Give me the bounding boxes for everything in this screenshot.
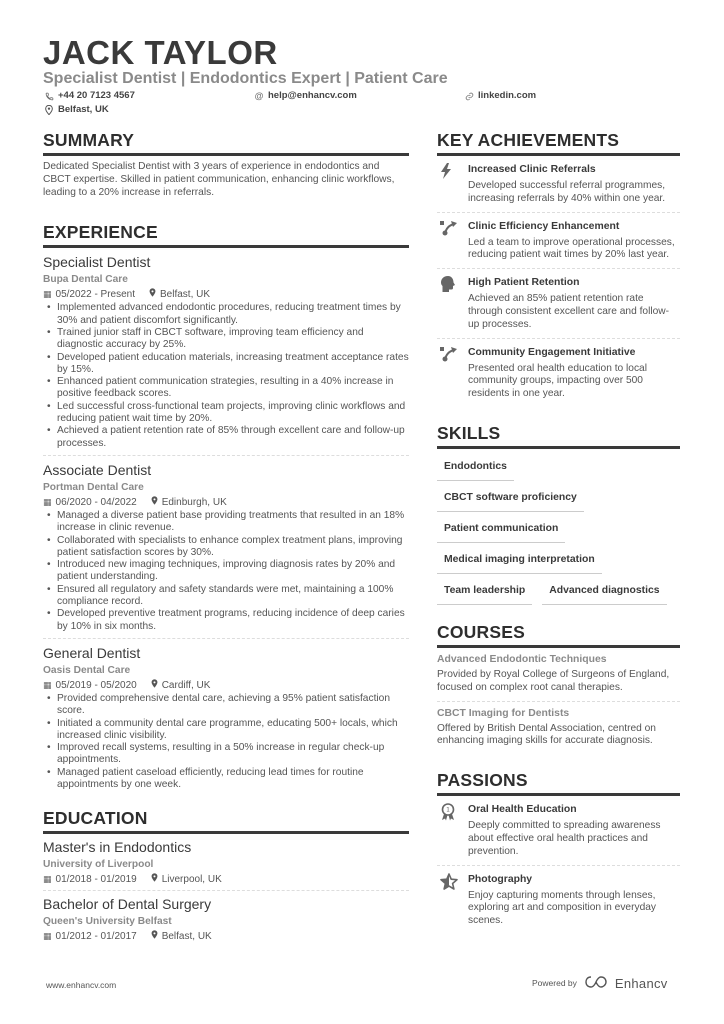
skill-tag: Medical imaging interpretation bbox=[437, 546, 602, 574]
education-location: Belfast, UK bbox=[161, 931, 212, 943]
education-heading: EDUCATION bbox=[43, 808, 409, 834]
candidate-headline: Specialist Dentist | Endodontics Expert | Patient Care bbox=[43, 70, 448, 87]
map-pin-icon bbox=[151, 873, 158, 886]
job-dates: 05/2022 - Present bbox=[55, 289, 136, 301]
bullet-item: • Initiated a community dental care programme, educating 500+ locals, which increased clinic visibility. bbox=[43, 718, 409, 743]
achievements-section bbox=[437, 130, 680, 407]
job-entry bbox=[43, 248, 409, 456]
passion-desc: Deeply committed to spreading awareness about effective oral health practices and prevention. bbox=[468, 820, 661, 857]
job-entry bbox=[43, 639, 409, 796]
skill-tag: Patient communication bbox=[437, 515, 565, 543]
degree-title: Bachelor of Dental Surgery bbox=[43, 896, 212, 913]
education-location: Liverpool, UK bbox=[161, 874, 222, 886]
skill-tag: CBCT software proficiency bbox=[437, 484, 584, 512]
skills-list bbox=[437, 449, 680, 608]
courses-heading: COURSES bbox=[437, 622, 680, 648]
phone-icon bbox=[44, 92, 54, 101]
course-item bbox=[437, 648, 680, 702]
bullet-item: • Achieved a patient retention rate of 85% through excellent care and follow-up processes. bbox=[43, 425, 409, 450]
achievement-desc: Led a team to improve operational processes, reducing patient wait times by 20% last year. bbox=[468, 236, 675, 261]
achievement-desc: Presented oral health education to local community groups, impacting over 500 residents in one year. bbox=[468, 362, 647, 400]
job-title: Associate Dentist bbox=[43, 461, 152, 478]
calendar-icon: ▦ bbox=[43, 289, 52, 300]
bullet-item: • Managed patient caseload efficiently, reducing lead times for routine appointments by one week. bbox=[43, 767, 409, 792]
right-column bbox=[437, 130, 680, 934]
job-meta bbox=[43, 679, 409, 692]
award-ribbon-icon bbox=[437, 803, 468, 858]
job-location: Edinburgh, UK bbox=[161, 496, 227, 508]
passions-heading: PASSIONS bbox=[437, 770, 680, 796]
bullet-item: • Ensured all regulatory and safety standards were met, maintaining a 100% compliance record. bbox=[43, 584, 409, 609]
achievement-item bbox=[437, 213, 680, 270]
phone-text[interactable]: +44 20 7123 4567 bbox=[58, 90, 135, 101]
experience-section bbox=[43, 222, 409, 796]
achievement-item bbox=[437, 269, 680, 338]
education-meta bbox=[43, 930, 409, 943]
skills-heading: SKILLS bbox=[437, 423, 680, 449]
achievement-title: High Patient Retention bbox=[468, 277, 580, 289]
powered-by-label: Powered by bbox=[532, 978, 577, 988]
map-pin-icon bbox=[149, 288, 156, 301]
passion-item bbox=[437, 796, 680, 865]
education-meta bbox=[43, 873, 409, 886]
map-pin-icon bbox=[151, 496, 158, 509]
bullet-item: • Collaborated with specialists to enhance complex treatment plans, improving patient satisfaction scores by 30%. bbox=[43, 535, 409, 560]
bullet-item: • Developed patient education materials, increasing treatment acceptance rates by 15%. bbox=[43, 352, 409, 377]
course-desc: Offered by British Dental Association, centred on enhancing imaging skills for accurate diagnosis. bbox=[437, 722, 656, 747]
left-column bbox=[43, 130, 409, 947]
education-entry bbox=[43, 891, 409, 947]
contact-phone bbox=[44, 90, 135, 102]
job-title: General Dentist bbox=[43, 644, 141, 661]
achievement-item bbox=[437, 156, 680, 213]
courses-section bbox=[437, 622, 680, 754]
passion-title: Oral Health Education bbox=[468, 804, 577, 816]
route-arrow-icon bbox=[437, 346, 468, 401]
footer-website[interactable]: www.enhancv.com bbox=[46, 980, 117, 990]
map-pin-icon bbox=[151, 679, 158, 692]
company-name: Bupa Dental Care bbox=[43, 274, 128, 286]
bullet-item: • Developed preventive treatment programs, reducing incidence of deep caries by 10% in six months. bbox=[43, 608, 409, 633]
contact-email bbox=[254, 90, 357, 102]
skill-tag: Advanced diagnostics bbox=[542, 577, 666, 605]
passion-desc: Enjoy capturing moments through lenses, exploring art and composition in everyday scenes. bbox=[468, 889, 657, 927]
map-pin-icon bbox=[151, 930, 158, 943]
bullet-item: • Trained junior staff in CBCT software, improving team efficiency and diagnostic accuracy by 25%. bbox=[43, 327, 409, 352]
map-pin-icon bbox=[44, 105, 54, 115]
link-icon bbox=[464, 92, 474, 101]
job-bullets bbox=[43, 302, 409, 450]
achievement-title: Clinic Efficiency Enhancement bbox=[468, 220, 620, 232]
company-name: Oasis Dental Care bbox=[43, 664, 131, 676]
achievement-desc: Achieved an 85% patient retention rate through consistent excellent care and follow-up processes. bbox=[468, 293, 670, 330]
bullet-item: • Enhanced patient communication strategies, resulting in a 40% increase in positive feedback scores. bbox=[43, 376, 409, 401]
route-arrow-icon bbox=[437, 220, 468, 263]
candidate-name: JACK TAYLOR bbox=[43, 34, 278, 71]
job-entry bbox=[43, 456, 409, 639]
linkedin-link[interactable]: linkedin.com bbox=[478, 90, 537, 101]
contact-location bbox=[44, 104, 109, 116]
company-name: Portman Dental Care bbox=[43, 481, 144, 493]
experience-heading: EXPERIENCE bbox=[43, 222, 409, 248]
summary-text: Dedicated Specialist Dentist with 3 years of experience in endodontics and CBCT expertise. Skilled in patient communication, enhancing clinic workflows, leading to a 20% increase in referrals. bbox=[43, 161, 395, 198]
job-bullets bbox=[43, 510, 409, 633]
course-desc: Provided by Royal College of Surgeons of England, focused on complex root canal therapies. bbox=[437, 668, 670, 693]
achievement-item bbox=[437, 339, 680, 407]
skills-section bbox=[437, 423, 680, 608]
education-entry bbox=[43, 834, 409, 891]
summary-section bbox=[43, 130, 409, 199]
head-brain-icon bbox=[437, 276, 468, 331]
job-bullets bbox=[43, 693, 409, 791]
bullet-item: • Introduced new imaging techniques, improving diagnosis rates by 20% and patient understanding. bbox=[43, 559, 409, 584]
job-dates: 05/2019 - 05/2020 bbox=[55, 679, 137, 691]
footer-powered-by bbox=[532, 975, 668, 991]
skill-tag: Team leadership bbox=[437, 577, 532, 605]
education-dates: 01/2018 - 01/2019 bbox=[55, 874, 137, 886]
course-item bbox=[437, 702, 680, 755]
bullet-item: • Managed a diverse patient base providing treatments that resulted in an 18% increase in clinic revenue. bbox=[43, 510, 409, 535]
passion-title: Photography bbox=[468, 873, 533, 885]
achievements-heading: KEY ACHIEVEMENTS bbox=[437, 130, 680, 156]
email-link[interactable]: help@enhancv.com bbox=[268, 90, 357, 101]
job-location: Cardiff, UK bbox=[161, 679, 211, 691]
job-dates: 06/2020 - 04/2022 bbox=[55, 496, 137, 508]
at-icon: @ bbox=[254, 91, 264, 101]
passions-section bbox=[437, 770, 680, 934]
job-meta bbox=[43, 496, 409, 509]
lightning-bolt-icon bbox=[437, 163, 468, 206]
calendar-icon: ▦ bbox=[43, 931, 52, 942]
course-title: Advanced Endodontic Techniques bbox=[437, 653, 607, 665]
job-title: Specialist Dentist bbox=[43, 254, 151, 271]
contact-linkedin bbox=[464, 90, 536, 102]
location-text: Belfast, UK bbox=[58, 104, 109, 115]
course-title: CBCT Imaging for Dentists bbox=[437, 707, 570, 719]
achievement-desc: Developed successful referral programmes, increasing referrals by 40% within one year. bbox=[468, 180, 666, 204]
degree-title: Master's in Endodontics bbox=[43, 839, 192, 856]
school-name: University of Liverpool bbox=[43, 859, 154, 871]
education-dates: 01/2012 - 01/2017 bbox=[55, 931, 137, 943]
svg-text:1: 1 bbox=[446, 806, 450, 814]
calendar-icon: ▦ bbox=[43, 679, 52, 690]
education-section bbox=[43, 808, 409, 947]
summary-heading: SUMMARY bbox=[43, 130, 409, 156]
calendar-icon: ▦ bbox=[43, 874, 52, 885]
passion-item bbox=[437, 866, 680, 934]
school-name: Queen's University Belfast bbox=[43, 916, 172, 928]
star-icon bbox=[437, 873, 468, 928]
bullet-item: • Improved recall systems, resulting in a 50% increase in regular check-up appointments. bbox=[43, 742, 409, 767]
achievement-title: Increased Clinic Referrals bbox=[468, 164, 596, 175]
enhancv-logo-icon bbox=[585, 975, 607, 991]
job-location: Belfast, UK bbox=[160, 289, 211, 301]
enhancv-brand: Enhancv bbox=[614, 975, 668, 991]
bullet-item: • Led successful cross-functional team projects, improving clinic workflows and reducing patient wait time by 20%. bbox=[43, 401, 409, 426]
job-meta bbox=[43, 288, 409, 301]
calendar-icon: ▦ bbox=[43, 496, 52, 507]
achievement-title: Community Engagement Initiative bbox=[468, 346, 636, 358]
bullet-item: • Provided comprehensive dental care, achieving a 95% patient satisfaction score. bbox=[43, 693, 409, 718]
skill-tag: Endodontics bbox=[437, 453, 514, 481]
bullet-item: • Implemented advanced endodontic procedures, reducing treatment times by 30% and patient discomfort significantly. bbox=[43, 302, 409, 327]
